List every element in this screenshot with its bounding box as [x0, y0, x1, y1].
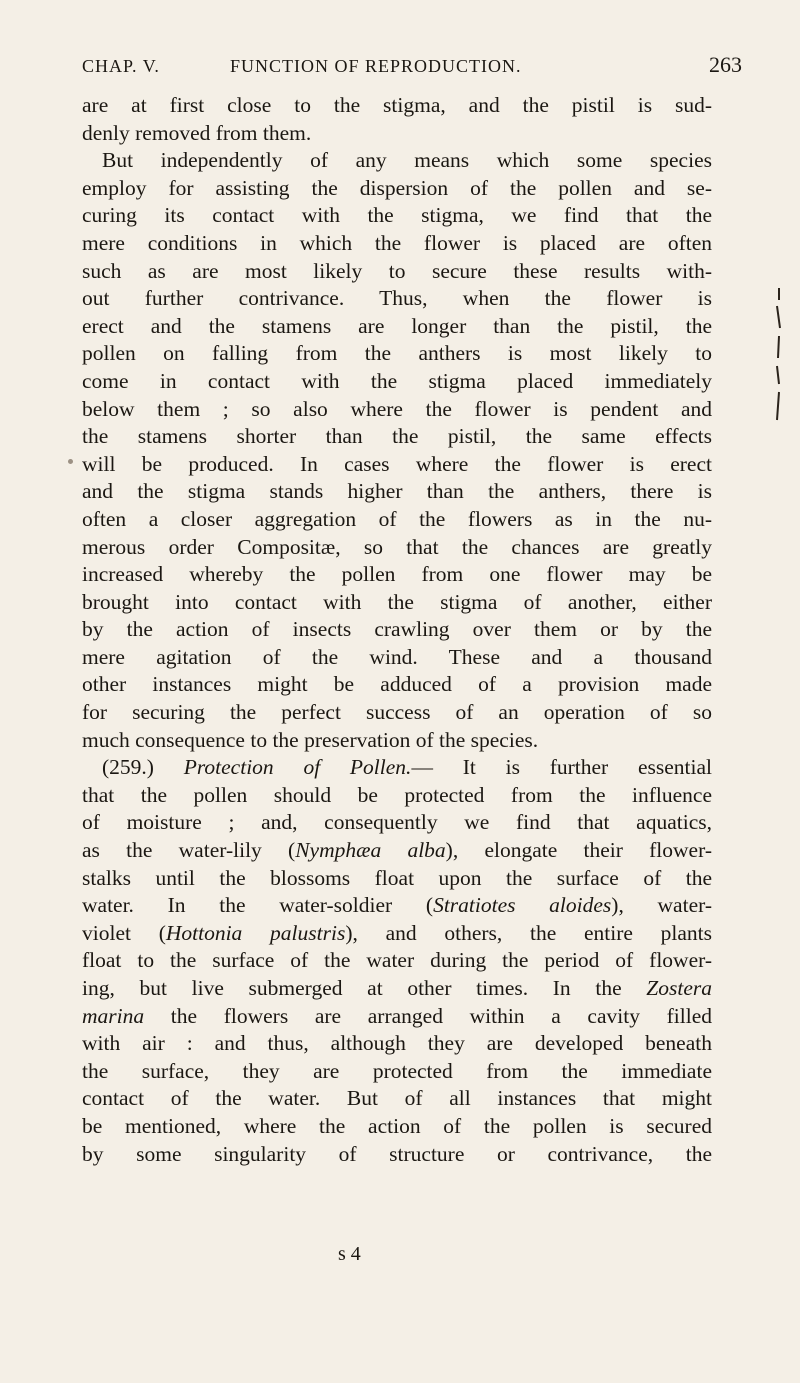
- text-line: are at first close to the stigma, and the pistil is sud-: [82, 93, 712, 117]
- text-line: mere agitation of the wind. These and a thousand: [82, 644, 712, 669]
- page-number: 263: [709, 52, 742, 77]
- text-line: marina the flowers are arranged within a cavity filled: [82, 1003, 712, 1028]
- text-line: other instances might be adduced of a provision made: [82, 672, 712, 697]
- text-line: contact of the water. But of all instances that might: [82, 1086, 712, 1111]
- text-line: by some singularity of structure or contrivance, the: [82, 1141, 712, 1166]
- text-line: brought into contact with the stigma of another, either: [82, 589, 712, 614]
- text-line: by the action of insects crawling over them or by the: [82, 617, 712, 642]
- text-line: often a closer aggregation of the flowers as in the nu-: [82, 506, 712, 531]
- text-line: mere conditions in which the flower is placed are often: [82, 230, 712, 255]
- body-text: [82, 92, 712, 1168]
- text-line: erect and the stamens are longer than the pistil, the: [82, 313, 712, 338]
- text-line: But independently of any means which some species: [102, 148, 712, 173]
- margin-dot: [68, 459, 73, 464]
- text-line: of moisture ; and, consequently we find that aquatics,: [82, 810, 712, 835]
- margin-ink-mark: [776, 288, 782, 428]
- text-line: will be produced. In cases where the flower is erect: [82, 451, 712, 476]
- text-line: come in contact with the stigma placed immediately: [82, 368, 712, 393]
- text-line: as the water-lily (Nymphæa alba), elongate their flower-: [82, 838, 712, 863]
- text-line: denly removed from them.: [82, 120, 312, 145]
- text-line: water. In the water-soldier (Stratiotes aloides), water-: [82, 893, 713, 918]
- running-title: FUNCTION OF REPRODUCTION.: [230, 56, 522, 76]
- text-line: much consequence to the preservation of the species.: [82, 727, 539, 752]
- text-line: that the pollen should be protected from the influence: [82, 782, 712, 807]
- text-line: for securing the perfect success of an operation of so: [82, 700, 712, 725]
- text-line: ing, but live submerged at other times. In the Zostera: [82, 976, 712, 1000]
- text-line: pollen on falling from the anthers is most likely to: [82, 341, 712, 366]
- text-line: the stamens shorter than the pistil, the same effects: [82, 424, 712, 449]
- text-line: with air : and thus, although they are developed beneath: [82, 1031, 712, 1056]
- text-line: such as are most likely to secure these results with-: [82, 258, 712, 283]
- text-line: below them ; so also where the flower is pendent and: [82, 396, 712, 421]
- text-line: violet (Hottonia palustris), and others, the entire plants: [82, 920, 713, 945]
- text-line: employ for assisting the dispersion of the pollen and se-: [82, 175, 712, 200]
- text-line: and the stigma stands higher than the anthers, there is: [82, 479, 712, 504]
- text-line: the surface, they are protected from the immediate: [82, 1058, 712, 1083]
- text-line: curing its contact with the stigma, we find that the: [82, 203, 712, 228]
- text-line: be mentioned, where the action of the pollen is secured: [82, 1113, 712, 1138]
- text-line: increased whereby the pollen from one flower may be: [82, 562, 712, 587]
- section-heading-line: (259.) Protection of Pollen.— It is further essential: [102, 755, 712, 780]
- text-line: stalks until the blossoms float upon the surface of the: [82, 865, 712, 890]
- signature-mark: s 4: [338, 1243, 361, 1265]
- text-line: merous order Compositæ, so that the chances are greatly: [82, 534, 712, 559]
- running-header: [82, 52, 772, 82]
- text-line: float to the surface of the water during the period of flower-: [82, 948, 712, 973]
- chapter-label: CHAP. V.: [82, 56, 160, 76]
- text-line: out further contrivance. Thus, when the flower is: [82, 286, 712, 311]
